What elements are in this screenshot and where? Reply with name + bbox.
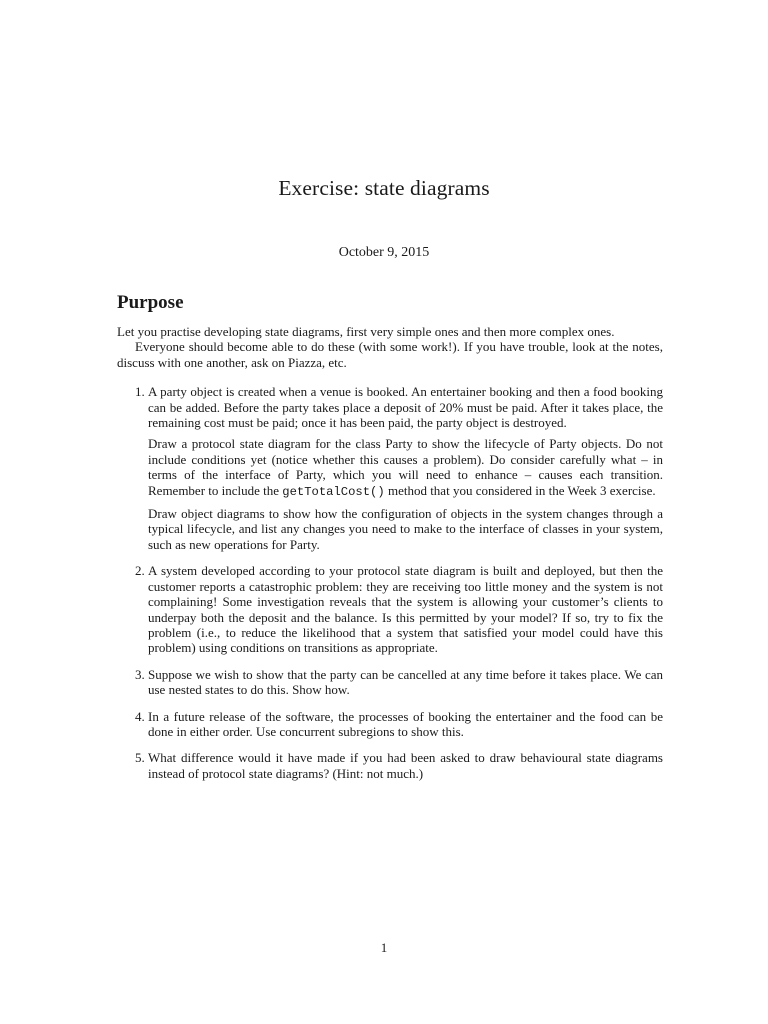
task-item-1 — [148, 384, 663, 552]
task-1-text-before-code: Draw a protocol state diagram for the class Party to show the lifecycle of Party objects. Do not include conditions yet (notice whether this causes a problem). Do consider carefully what – in terms of the interface of Party, which you will need to enhance – causes each transition. Remember to include the — [148, 436, 663, 498]
task-item-4 — [148, 709, 663, 740]
method-code: getTotalCost() — [282, 484, 385, 499]
task-5-paragraph-1: 5. What difference would it have made if you had been asked to draw behavioural state diagrams instead of protocol state diagrams? (Hint: not much.) — [148, 750, 663, 781]
task-2-paragraph-1: 2. A system developed according to your protocol state diagram is built and deployed, but then the customer reports a catastrophic problem: they are receiving too little money and the system is not complaining! Some investigation reveals that the system is allowing your customer’s clients to underpay both the deposit and the balance. Is this permitted by your model? If so, try to fix the problem (i.e., to reduce the likelihood that a system that satisfied your model could have this problem) using conditions on transitions as appropriate. — [148, 563, 663, 656]
section-heading-purpose: Purpose — [117, 292, 184, 313]
intro-paragraph-2: Everyone should become able to do these (with some work!). If you have trouble, look at the notes, discuss with one another, ask on Piazza, etc. — [117, 339, 663, 370]
task-item-3 — [148, 667, 663, 698]
task-item-5 — [148, 750, 663, 781]
task-1-text-after-code: method that you considered in the Week 3 exercise. — [384, 482, 656, 498]
intro-paragraph-1: Let you practise developing state diagrams, first very simple ones and then more complex ones. — [117, 324, 615, 339]
task-1-paragraph-1: 1. A party object is created when a venue is booked. An entertainer booking and then a food booking can be added. Before the party takes place a deposit of 20% must be paid. After it takes place, the remaining cost must be paid; once it has been paid, the party object is destroyed. — [148, 384, 663, 431]
task-list — [117, 384, 663, 781]
task-4-paragraph-1: 4. In a future release of the software, the processes of booking the entertainer and the food can be done in either order. Use concurrent subregions to show this. — [148, 708, 663, 739]
section-body — [117, 324, 663, 792]
task-1-paragraph-3: Draw object diagrams to show how the configuration of objects in the system changes through a typical lifecycle, and list any changes you need to make to the interface of classes in your system, such as new operations for Party. — [148, 506, 663, 552]
task-3-paragraph-1: 3. Suppose we wish to show that the party can be cancelled at any time before it takes place. We can use nested states to do this. Show how. — [148, 666, 663, 698]
document-date: October 9, 2015 — [338, 245, 430, 260]
task-1-paragraph-2 — [148, 436, 663, 500]
document-title: Exercise: state diagrams — [278, 176, 490, 200]
task-item-2 — [148, 563, 663, 655]
page-number: 1 — [380, 940, 388, 955]
